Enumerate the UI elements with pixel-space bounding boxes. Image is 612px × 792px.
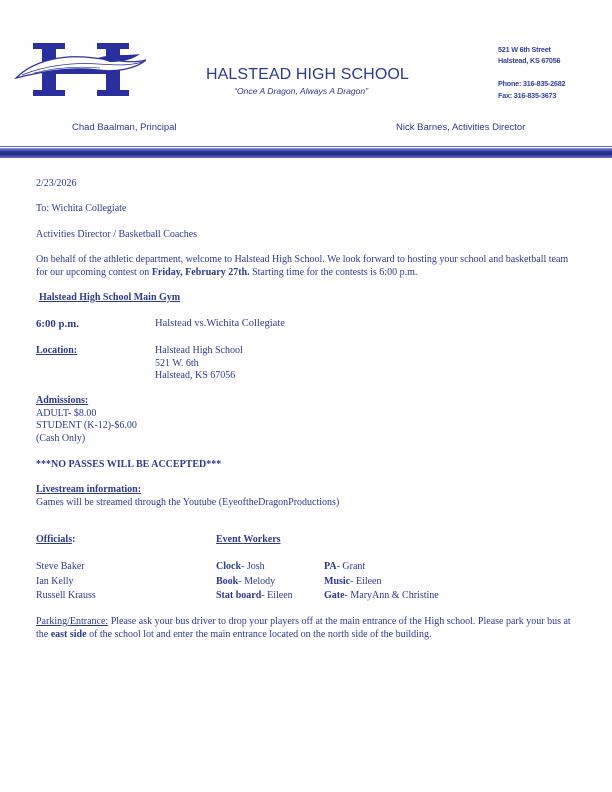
official-name: Steve Baker xyxy=(36,561,85,572)
admissions-block xyxy=(36,395,137,445)
intro-text-2: Starting time for the contests is 6:00 p.m. xyxy=(249,266,418,278)
venue-heading: Halstead High School Main Gym xyxy=(39,292,181,303)
event-workers-label: Event Workers xyxy=(216,534,281,545)
admission-price: ADULT- $8.00 xyxy=(36,407,97,419)
event-worker: Gate- MaryAnn & Christine xyxy=(324,590,439,601)
game-matchup: Halstead vs.Wichita Collegiate xyxy=(155,318,285,329)
school-street: 521 W 6th Street xyxy=(498,45,551,54)
parking-label: Parking/Entrance: xyxy=(36,616,109,627)
officials-list xyxy=(36,560,96,604)
parking-text-1: Please ask your bus driver to drop your players off at the main entrance of the High school. Please park your bus at the xyxy=(36,616,571,640)
parking-paragraph xyxy=(36,616,581,641)
school-phone: Phone: 316-835-2682 xyxy=(498,79,566,89)
livestream-text: Games will be streamed through the Youtube (EyeoftheDragonProductions) xyxy=(36,496,340,508)
location-line: Halstead High School xyxy=(155,345,243,356)
officials-heading xyxy=(36,534,75,547)
livestream-block xyxy=(36,484,339,509)
no-passes-notice: ***NO PASSES WILL BE ACCEPTED*** xyxy=(36,459,222,470)
event-workers-col-2 xyxy=(324,560,439,604)
admission-price: STUDENT (K-12)-$6.00 xyxy=(36,420,137,432)
location-address xyxy=(155,345,243,383)
school-name: HALSTEAD HIGH SCHOOL xyxy=(206,66,409,83)
admission-note: (Cash Only) xyxy=(36,432,86,444)
location-line: 521 W. 6th xyxy=(155,357,199,369)
event-worker: Clock- Josh xyxy=(216,561,265,572)
header-divider xyxy=(0,146,612,147)
event-worker: Music- Eileen xyxy=(324,575,382,587)
official-name: Ian Kelly xyxy=(36,575,74,587)
officials-label: Officials xyxy=(36,534,73,545)
activities-director-name: Nick Barnes, Activities Director xyxy=(396,122,526,133)
principal-name: Chad Baalman, Principal xyxy=(72,122,177,133)
location-label: Location: xyxy=(36,345,78,356)
school-motto: “Once A Dragon, Always A Dragon” xyxy=(234,86,369,96)
official-name: Russell Krauss xyxy=(36,590,96,601)
game-time: 6:00 p.m. xyxy=(36,318,79,330)
admissions-label: Admissions: xyxy=(36,395,89,406)
school-fax: Fax: 316-835-3673 xyxy=(498,90,557,100)
letter-recipient: Activities Director / Basketball Coaches xyxy=(36,229,198,240)
event-workers-col-1 xyxy=(216,560,293,604)
letter-date: 2/23/2026 xyxy=(36,178,77,189)
event-worker: Book- Melody xyxy=(216,575,276,587)
intro-game-date: Friday, February 27th. xyxy=(151,266,250,278)
event-worker: Stat board- Eileen xyxy=(216,590,293,601)
livestream-label: Livestream information: xyxy=(36,484,142,495)
school-contact-block xyxy=(498,44,565,101)
intro-text-1: On behalf of the athletic department, welcome to Halstead High School. We look forward to hosting your school and basketball team for our upcoming contest on xyxy=(36,254,569,278)
school-city: Halstead, KS 67056 xyxy=(498,56,561,66)
location-line: Halstead, KS 67056 xyxy=(155,370,236,382)
intro-paragraph xyxy=(36,254,576,279)
letter-to: To: Wichita Collegiate xyxy=(36,203,127,214)
parking-text-2: of the school lot and enter the main entrance located on the north side of the building. xyxy=(86,628,432,640)
school-logo-icon xyxy=(14,40,148,100)
event-worker: PA- Grant xyxy=(324,561,366,572)
officials-colon: : xyxy=(72,534,76,545)
parking-east-side: east side xyxy=(50,628,87,640)
header-band xyxy=(0,148,612,158)
